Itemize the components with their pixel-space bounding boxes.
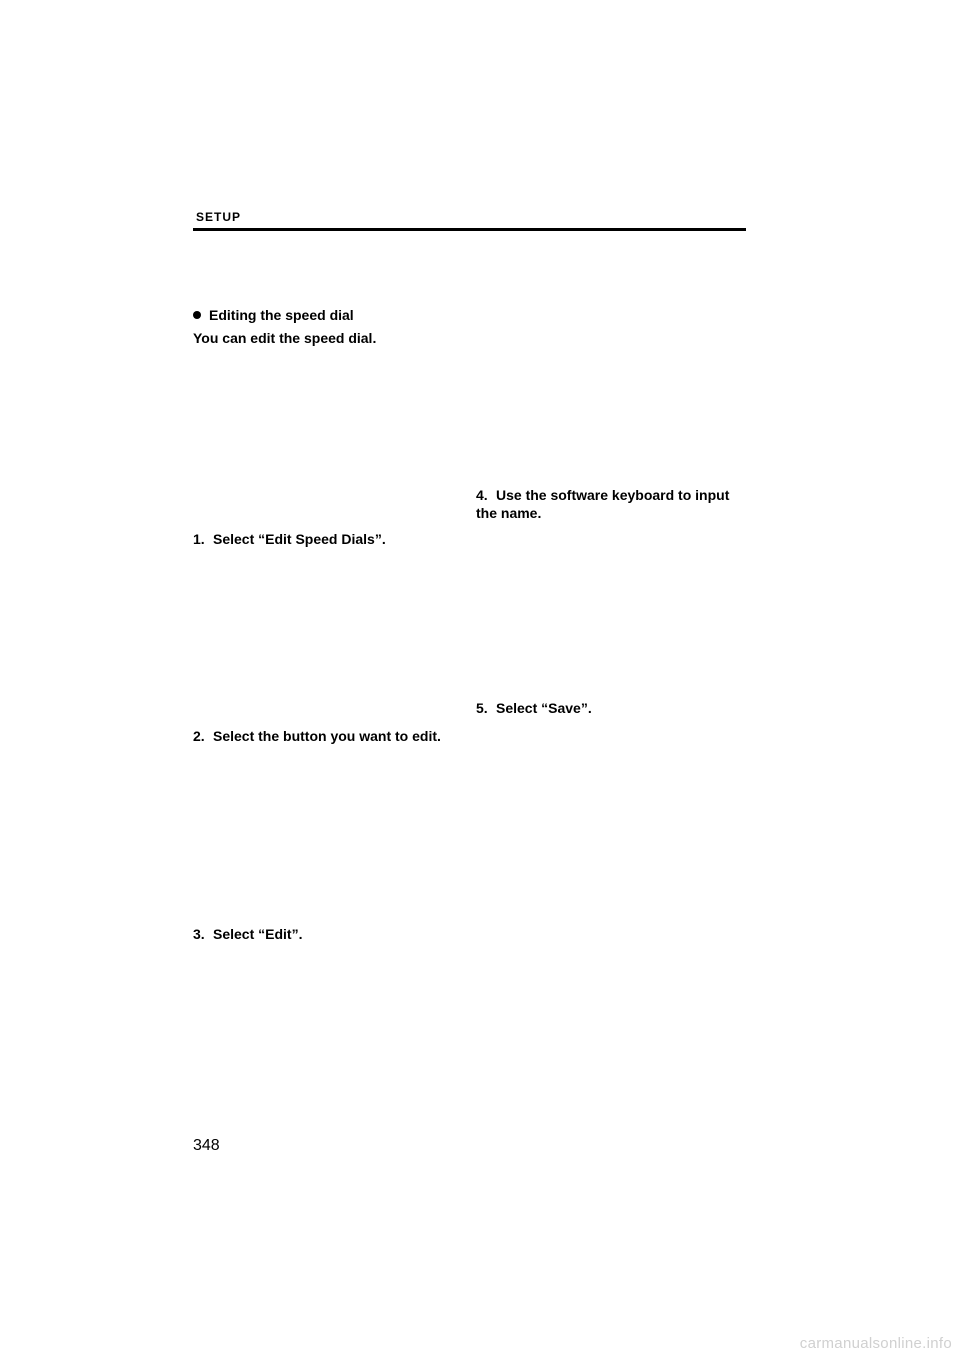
watermark: carmanualsonline.info bbox=[799, 1335, 952, 1352]
step-text: Select “Edit Speed Dials”. bbox=[213, 531, 386, 547]
step-3 bbox=[193, 925, 302, 943]
subheading bbox=[193, 306, 354, 324]
bullet-icon bbox=[193, 311, 201, 319]
page-number: 348 bbox=[193, 1137, 220, 1154]
step-text-continued: the name. bbox=[476, 505, 542, 521]
step-number: 2. bbox=[193, 728, 205, 744]
step-text: Select the button you want to edit. bbox=[213, 728, 441, 744]
step-number: 3. bbox=[193, 926, 205, 942]
step-4 bbox=[476, 486, 729, 522]
intro-text: You can edit the speed dial. bbox=[193, 330, 377, 346]
step-5 bbox=[476, 699, 592, 717]
step-1 bbox=[193, 530, 386, 548]
step-2 bbox=[193, 727, 441, 745]
section-title: SETUP bbox=[196, 210, 242, 224]
step-text: Select “Edit”. bbox=[213, 926, 303, 942]
step-number: 1. bbox=[193, 531, 205, 547]
step-number: 4. bbox=[476, 487, 488, 503]
step-text: Select “Save”. bbox=[496, 700, 592, 716]
step-number: 5. bbox=[476, 700, 488, 716]
subheading-text: Editing the speed dial bbox=[209, 307, 354, 323]
header-divider bbox=[193, 228, 746, 231]
step-text: Use the software keyboard to input bbox=[496, 487, 730, 503]
